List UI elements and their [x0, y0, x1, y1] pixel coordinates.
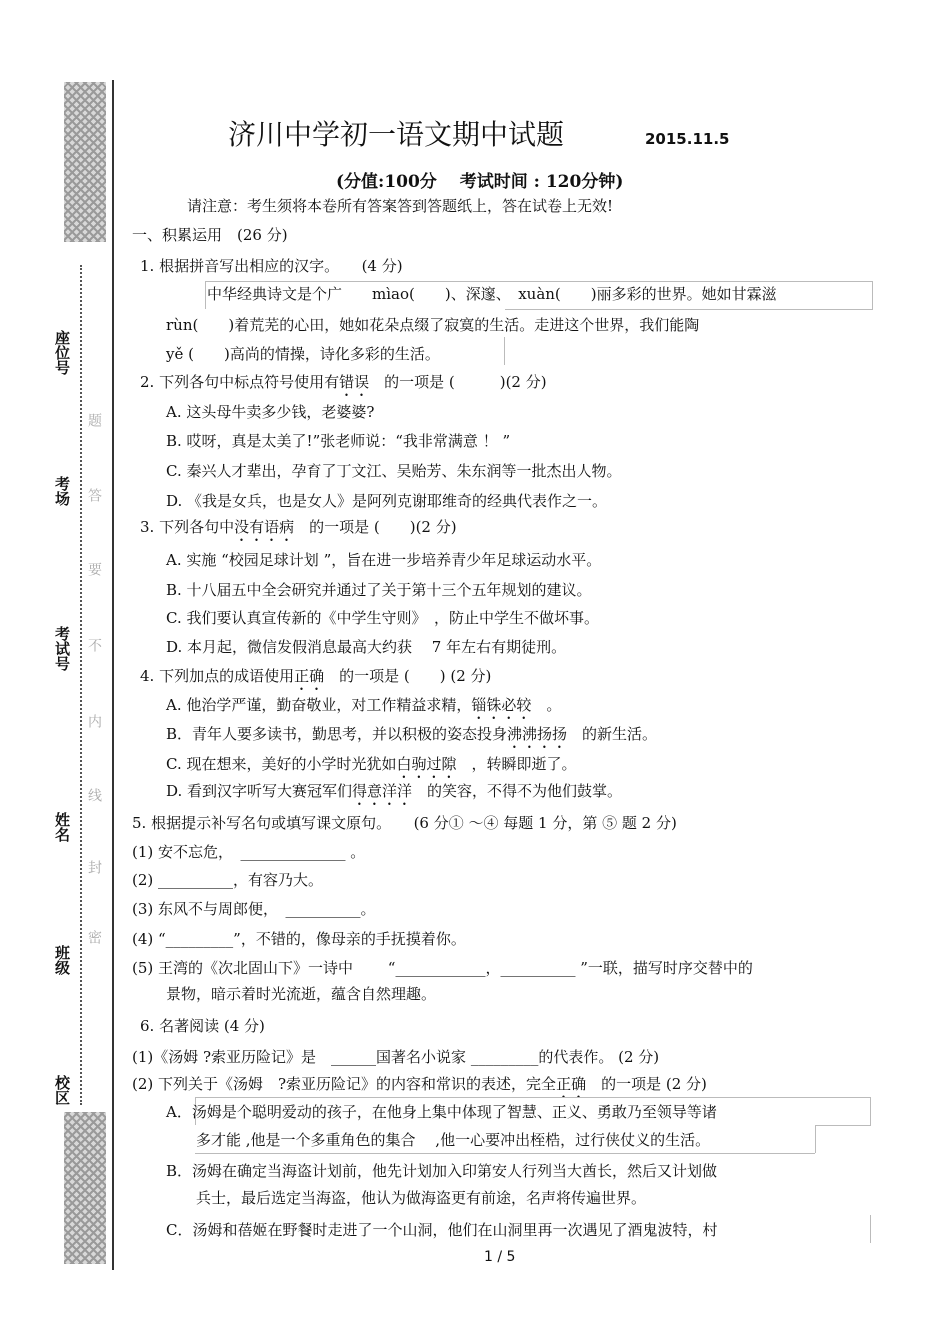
- question-2-stem: 2. 下列各句中标点符号使用有错误 的一项是 ( )(2 分): [140, 373, 547, 391]
- campus-label: 校区: [53, 1075, 71, 1105]
- q3-option-b: B. 十八届五中全会研究并通过了关于第十三个五年规划的建议。: [166, 581, 592, 599]
- binding-hatch-bottom: [64, 1112, 106, 1264]
- q4-option-c: C. 现在想来，美好的小学时光犹如白驹过隙 ，转瞬即逝了。: [166, 755, 577, 773]
- q6-option-b-line1: B．汤姆在确定当海盗计划前，他先计划加入印第安人行列当大酋长，然后又计划做: [166, 1162, 718, 1180]
- q4-option-a: A. 他治学严谨，勤奋敬业，对工作精益求精，锱铢必较 。: [166, 696, 562, 714]
- q6a-box-right: [870, 1097, 871, 1125]
- seal-char: 线: [86, 788, 102, 802]
- q5-item-1: (1) 安不忘危， ______________ 。: [132, 843, 366, 861]
- q1-box-top: [205, 281, 873, 282]
- class-label: 班级: [53, 945, 71, 975]
- seal-char: 内: [86, 714, 102, 728]
- q6-option-a-line2: 多才能 ,他是一个多重角色的集合 ,他一心要冲出桎梏，过行侠仗义的生活。: [196, 1131, 711, 1149]
- question-1-stem: 1. 根据拼音写出相应的汉字。 (4 分): [140, 257, 403, 275]
- question-5-stem: 5. 根据提示补写名句或填写课文原句。 (6 分① ～④ 每题 1 分，第 ⑤ 题 2 分): [132, 814, 677, 832]
- binding-dotted-line: [80, 265, 82, 1105]
- q1-box-left: [205, 281, 206, 309]
- q6-option-a-line1: A．汤姆是个聪明爱动的孩子，在他身上集中体现了智慧、正义、勇敢乃至领导等诸: [166, 1103, 717, 1121]
- q1-box-mid: [505, 309, 873, 310]
- question-6-stem: 6. 名著阅读 (4 分): [140, 1017, 265, 1035]
- q5-item-4: (4) “_________”，不错的，像母亲的手抚摸着你。: [132, 930, 466, 948]
- q3-option-d: D. 本月起，微信发假消息最高大约获 7 年左右有期徒刑。: [166, 638, 567, 656]
- q5-item-3: (3) 东风不与周郎便， __________。: [132, 900, 376, 918]
- binding-hatch-top: [64, 82, 106, 242]
- exam-notice: 请注意：考生须将本卷所有答案答到答题纸上，答在试卷上无效!: [187, 197, 614, 215]
- page-title: 济川中学初一语文期中试题: [228, 118, 565, 151]
- exam-date: 2015.11.5: [645, 130, 730, 148]
- exam-room-label: 考场: [53, 476, 71, 506]
- q6-sub-1: (1)《汤姆 ?索亚历险记》是 ______国著名小说家 _________的代表作。 (2 分): [132, 1048, 660, 1066]
- seal-char: 要: [86, 562, 102, 576]
- q6a-box-lower-right: [815, 1125, 816, 1153]
- binding-solid-line: [112, 80, 114, 1270]
- exam-subtitle: (分值:100分 考试时间 : 120分钟): [336, 172, 624, 192]
- name-label: 姓名: [53, 812, 71, 842]
- q1-box-lower-right: [504, 337, 505, 365]
- q2-option-d: D. 《我是女兵，也是女人》是阿列克谢耶维奇的经典代表作之一。: [166, 492, 608, 510]
- q4-option-b: B．青年人要多读书，勤思考，并以积极的姿态投身沸沸扬扬 的新生活。: [166, 725, 658, 743]
- q6-sub-2: (2) 下列关于《汤姆 ?索亚历险记》的内容和常识的表述，完全正确 的一项是 (2 分): [132, 1075, 707, 1093]
- q1-box-right: [872, 281, 873, 309]
- q6a-box-top: [195, 1097, 871, 1098]
- q1-passage-line2: rùn( )着荒芜的心田，她如花朵点缀了寂寞的生活。走进这个世界，我们能陶: [166, 316, 700, 334]
- exam-number-label: 考试号: [53, 626, 71, 671]
- q5-item-5-cont: 景物，暗示着时光流逝，蕴含自然理趣。: [166, 985, 437, 1003]
- q5-item-5: (5) 王湾的《次北固山下》一诗中 “____________，__________ ”一联，描写时序交替中的: [132, 959, 753, 977]
- q3-option-a: A. 实施 “校园足球计划 ”，旨在进一步培养青少年足球运动水平。: [166, 551, 602, 569]
- q6-option-b-line2: 兵士，最后选定当海盗，他认为做海盗更有前途，名声将传遍世界。: [196, 1189, 647, 1207]
- seal-char: 密: [86, 930, 102, 944]
- seal-char: 封: [86, 860, 102, 874]
- q6a-box-bottom: [195, 1153, 815, 1154]
- section-heading: 一、积累运用 (26 分): [132, 226, 288, 244]
- q6c-right-mark: [870, 1215, 871, 1243]
- q2-option-c: C. 秦兴人才辈出，孕育了丁文江、吴贻芳、朱东润等一批杰出人物。: [166, 462, 622, 480]
- question-3-stem: 3. 下列各句中没有语病 的一项是 ( )(2 分): [140, 518, 457, 536]
- seat-number-label: 座位号: [53, 330, 71, 375]
- q4-option-d: D. 看到汉字听写大赛冠军们得意洋洋 的笑容，不得不为他们鼓掌。: [166, 782, 623, 800]
- q1-passage-line3: yě ( )高尚的情操，诗化多彩的生活。: [166, 345, 440, 363]
- q1-passage-line1: 中华经典诗文是个广 mìao( )、深邃、 xuàn( )丽多彩的世界。她如甘霖滋: [207, 285, 777, 303]
- question-4-stem: 4. 下列加点的成语使用正确 的一项是 ( ) (2 分): [140, 667, 492, 685]
- seal-char: 不: [86, 638, 102, 652]
- q3-option-c: C. 我们要认真宣传新的《中学生守则》 ，防止中学生不做坏事。: [166, 609, 599, 627]
- q2-option-b: B. 哎呀，真是太美了!”张老师说：“我非常满意 ！ ”: [166, 432, 511, 450]
- seal-char: 答: [86, 488, 102, 502]
- q6-option-c-line1: C．汤姆和蓓姬在野餐时走进了一个山洞，他们在山洞里再一次遇见了酒鬼波特，村: [166, 1221, 718, 1239]
- q5-item-2: (2) __________，有容乃大。: [132, 871, 324, 889]
- q2-option-a: A. 这头母牛卖多少钱，老婆婆?: [166, 403, 375, 421]
- page-number: 1 / 5: [484, 1249, 516, 1265]
- q6a-box-mid: [815, 1125, 871, 1126]
- seal-char: 题: [86, 413, 102, 427]
